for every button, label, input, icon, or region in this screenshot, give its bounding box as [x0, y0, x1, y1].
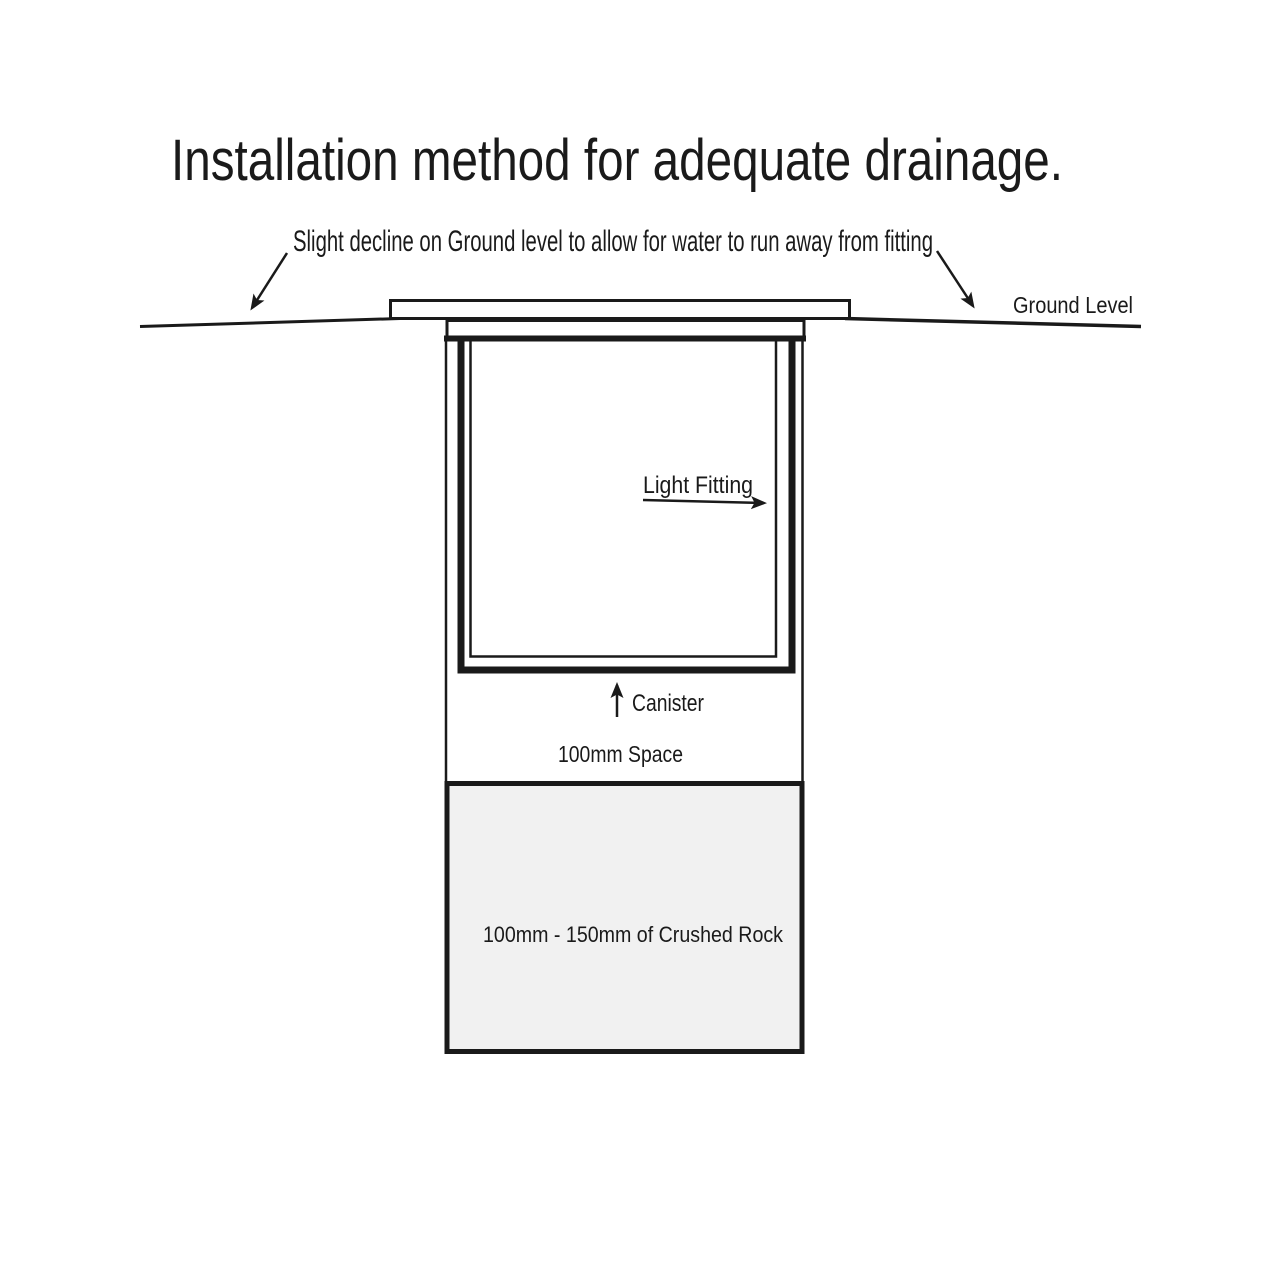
page-title: Installation method for adequate drainage.: [171, 128, 1063, 193]
ground-line-left: [140, 319, 400, 327]
space-label: 100mm Space: [558, 741, 683, 767]
ground-level-label: Ground Level: [1013, 292, 1133, 318]
decline-arrow-left: [252, 253, 287, 308]
fitting-flange-outline: [391, 301, 850, 319]
canister-outline: [461, 341, 792, 670]
light-fitting-arrow: [643, 500, 764, 503]
crushed-rock-box: [447, 784, 802, 1052]
light-fitting-label: Light Fitting: [643, 472, 753, 499]
fitting-collar-outline: [447, 321, 804, 338]
decline-arrow-right: [937, 251, 973, 306]
canister-label: Canister: [632, 690, 704, 717]
crushed-rock-label: 100mm - 150mm of Crushed Rock: [483, 922, 784, 947]
decline-note-label: Slight decline on Ground level to allow for water to run away from fitting: [293, 225, 933, 258]
ground-line-right: [845, 319, 1141, 327]
